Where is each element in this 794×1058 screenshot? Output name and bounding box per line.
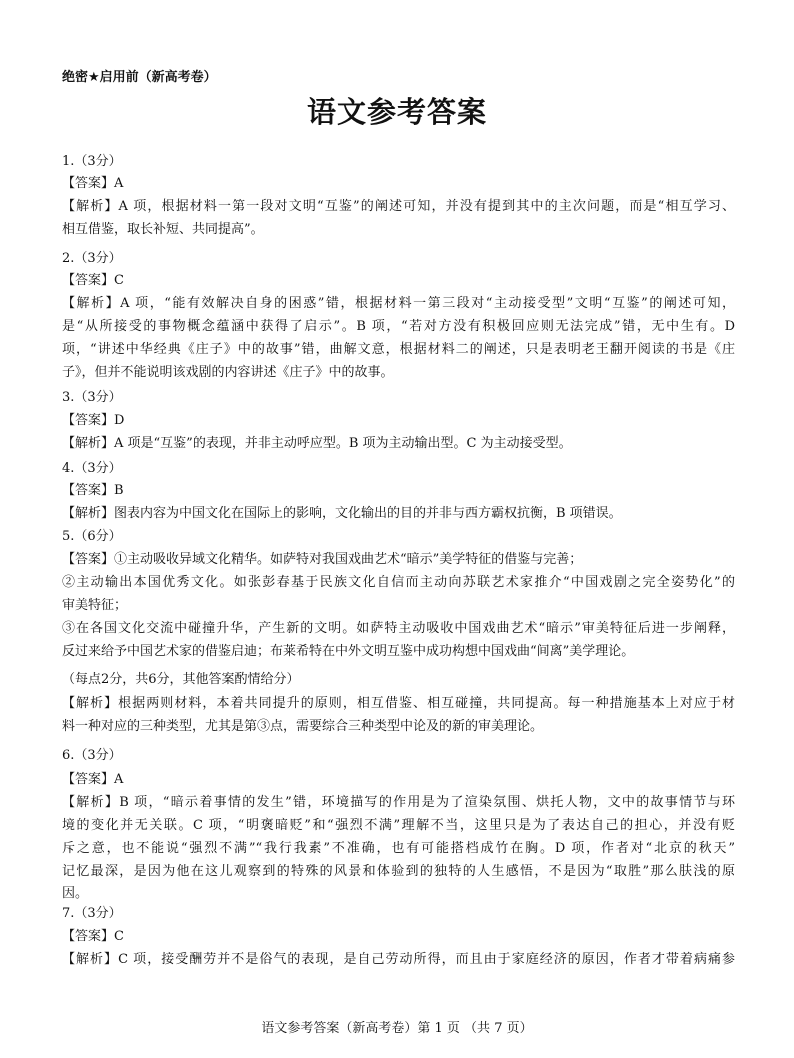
text-line-answer: 【答案】①主动吸收异域文化精华。如萨特对我国戏曲艺术“暗示”美学特征的借鉴与完善； <box>62 552 583 567</box>
text-line-explain: 因。 <box>62 886 89 901</box>
text-line-explain: 料一种对应的三种类型，尤其是第③点，需要综合三种类型中论及的新的审美理论。 <box>62 719 544 734</box>
text-line-explain: 境的变化并无关联。C 项，“明褒暗贬”和“强烈不满”理解不当，这里只是为了表达自己的担心，并没有贬 <box>62 818 735 833</box>
text-line-answer: ③在各国文化交流中碰撞升华，产生新的文明。如萨特主动吸收中国戏曲艺术“暗示”审美特征后进一步阐释， <box>62 621 735 636</box>
text-line-explain: 记忆最深，是因为他在这儿观察到的特殊的风景和体验到的独特的人生感悟，不是因为“取胜”那么肤浅的原 <box>62 864 735 879</box>
text-line-qnum: 4.（3分） <box>62 461 122 476</box>
text-line-qnum: 6.（3分） <box>62 748 122 763</box>
text-line-explain: 【解析】A 项，根据材料一第一段对文明“互鉴”的阐述可知，并没有提到其中的主次问题，而是“相互学习、 <box>62 199 735 214</box>
text-line-answer: 【答案】A <box>62 772 124 787</box>
text-line-answer: 反过来给予中国艺术家的借鉴启迪；布莱希特在中外文明互鉴中成功构想中国戏曲“间离”美学理论。 <box>62 644 635 659</box>
text-line-qnum: 2.（3分） <box>62 251 122 266</box>
text-line-explain: 是“从所接受的事物概念蕴涵中获得了启示”。B 项，“若对方没有积极回应则无法完成”错，无中生有。D <box>62 319 735 334</box>
text-line-explain: 【解析】A 项，“能有效解决自身的困惑”错，根据材料一第三段对“主动接受型”文明“互鉴”的阐述可知， <box>62 296 735 311</box>
page-title: 语文参考答案 <box>306 95 487 129</box>
text-line-explain: 子》，但并不能说明该戏剧的内容讲述《庄子》中的故事。 <box>62 365 394 380</box>
text-line-explain: 【解析】图表内容为中国文化在国际上的影响，文化输出的目的并非与西方霸权抗衡，B 项错误。 <box>62 506 622 521</box>
text-line-explain: 【解析】B 项，“暗示着事情的发生”错，环境描写的作用是为了渲染氛围、烘托人物，文中的故事情节与环 <box>62 795 735 810</box>
text-line-explain: 【解析】根据两则材料，本着共同提升的原则，相互借鉴、相互碰撞，共同提高。每一种措施基本上对应于材 <box>62 696 735 711</box>
text-line-qnum: 5.（6分） <box>62 529 122 544</box>
text-line-answer: 审美特征； <box>62 598 128 613</box>
text-line-explain: 【解析】A 项是“互鉴”的表现，并非主动呼应型。B 项为主动输出型。C 为主动接受型。 <box>62 436 572 451</box>
text-line-answer: ②主动输出本国优秀文化。如张彭春基于民族文化自信而主动向苏联艺术家推介“中国戏剧之完全姿势化”的 <box>62 575 735 590</box>
text-line-qnum: 1.（3分） <box>62 154 122 169</box>
confidential-label: 绝密★启用前（新高考卷） <box>62 70 217 85</box>
text-line-explain: 项，“讲述中华经典《庄子》中的故事”错，曲解文意，根据材料二的阐述，只是表明老王翻开阅读的书是《庄 <box>62 342 735 357</box>
page-footer: 语文参考答案（新高考卷）第 1 页 （共 7 页） <box>261 1021 533 1036</box>
text-line-explain: 相互借鉴，取长补短、共同提高”。 <box>62 222 264 237</box>
text-line-answer: 【答案】C <box>62 273 124 288</box>
text-line-answer: 【答案】C <box>62 929 124 944</box>
text-line-explain: 【解析】C 项，接受酬劳并不是俗气的表现，是自己劳动所得，而且由于家庭经济的原因，作者才带着病痛参 <box>62 952 735 967</box>
text-line-answer: 【答案】B <box>62 483 124 498</box>
text-line-note: （每点2分，共6分，其他答案酌情给分） <box>62 672 300 687</box>
text-line-answer: 【答案】D <box>62 413 125 428</box>
text-line-qnum: 7.（3分） <box>62 906 122 921</box>
text-line-explain: 斥之意，也不能说“强烈不满”“我行我素”不准确，也有可能搭档成竹在胸。D 项，作者对“北京的秋天” <box>62 841 735 856</box>
text-line-answer: 【答案】A <box>62 176 124 191</box>
text-line-qnum: 3.（3分） <box>62 390 122 405</box>
